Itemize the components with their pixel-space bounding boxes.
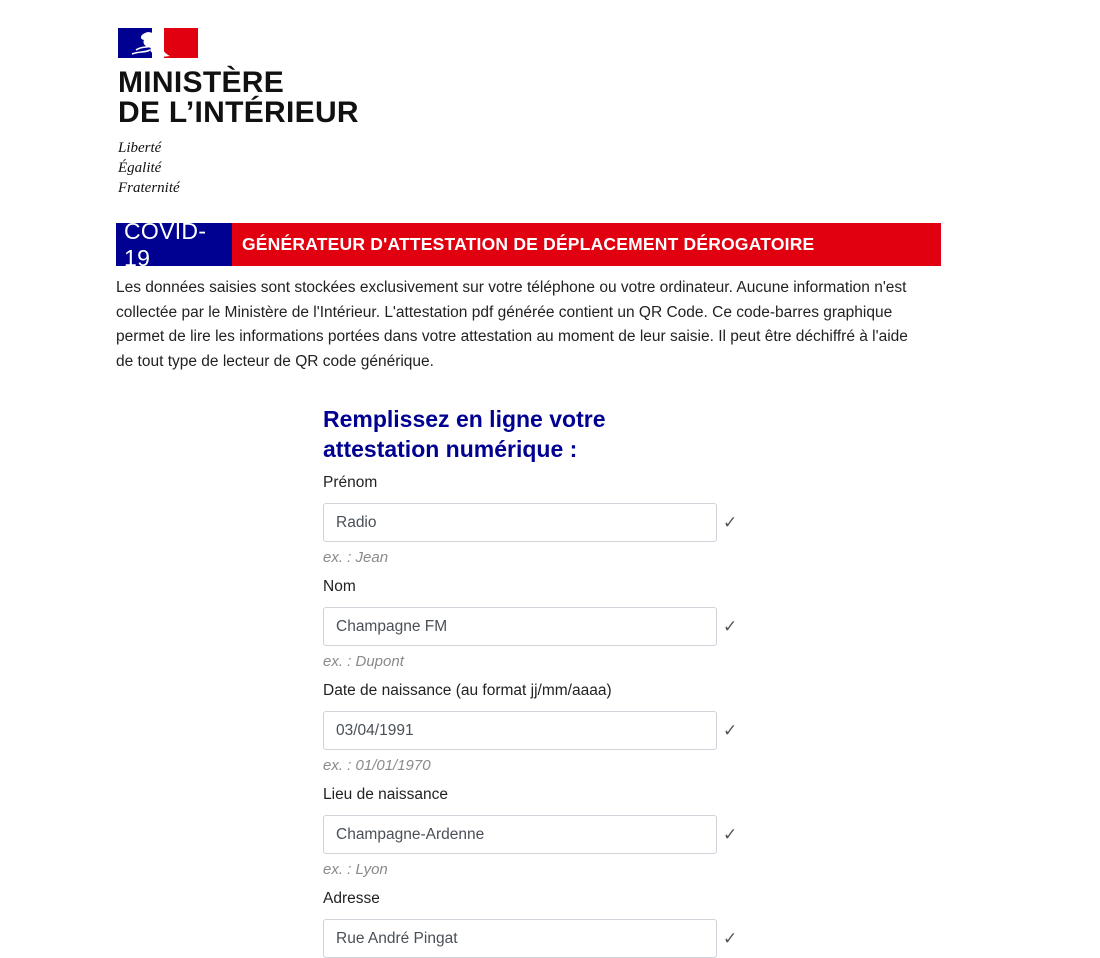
nom-input[interactable] bbox=[323, 607, 717, 646]
attestation-form bbox=[323, 404, 763, 958]
field-adresse bbox=[323, 889, 763, 958]
prenom-input[interactable] bbox=[323, 503, 717, 542]
ministry-logo bbox=[118, 28, 378, 198]
field-example: ex. : Lyon bbox=[323, 861, 388, 878]
field-nom bbox=[323, 577, 763, 672]
lieu-naissance-input[interactable] bbox=[323, 815, 717, 854]
checkmark-icon: ✓ bbox=[723, 512, 738, 532]
republic-motto bbox=[118, 138, 378, 198]
field-prenom bbox=[323, 473, 763, 568]
privacy-notice: Les données saisies sont stockées exclusivement sur votre téléphone ou votre ordinateur. Aucune information n'est collectée par le Ministère de l'Intérieur. L'attestation pdf générée contient un QR Code. Ce code-barres graphique permet de lire les informations portées dans votre attestation au moment de leur saisie. Il peut être déchiffré à l'aide de tout type de lecteur de QR code générique. bbox=[116, 279, 908, 370]
ministry-name bbox=[118, 68, 378, 128]
marianne-flag-icon bbox=[118, 28, 198, 58]
field-label: Prénom bbox=[323, 474, 378, 491]
adresse-input[interactable] bbox=[323, 919, 717, 958]
page-title: GÉNÉRATEUR D'ATTESTATION DE DÉPLACEMENT DÉROGATOIRE bbox=[232, 223, 941, 266]
field-date-naissance bbox=[323, 681, 763, 776]
field-label: Adresse bbox=[323, 890, 380, 907]
ministry-name-line2: DE L’INTÉRIEUR bbox=[118, 96, 359, 129]
field-label: Lieu de naissance bbox=[323, 786, 448, 803]
motto-fraternite: Fraternité bbox=[118, 180, 180, 196]
field-example: ex. : Dupont bbox=[323, 653, 404, 670]
checkmark-icon: ✓ bbox=[723, 824, 738, 844]
checkmark-icon: ✓ bbox=[723, 616, 738, 636]
motto-egalite: Égalité bbox=[118, 160, 162, 176]
ministry-name-line1: MINISTÈRE bbox=[118, 66, 285, 99]
banner-covid-label: COVID-19 bbox=[116, 223, 232, 266]
checkmark-icon: ✓ bbox=[723, 928, 738, 948]
field-label: Date de naissance (au format jj/mm/aaaa) bbox=[323, 682, 612, 699]
field-example: ex. : Jean bbox=[323, 549, 389, 566]
field-example: ex. : 01/01/1970 bbox=[323, 757, 431, 774]
checkmark-icon: ✓ bbox=[723, 720, 738, 740]
date-naissance-input[interactable] bbox=[323, 711, 717, 750]
form-title: Remplissez en ligne votre attestation numérique : bbox=[323, 406, 606, 462]
page-banner bbox=[116, 217, 941, 271]
motto-liberte: Liberté bbox=[118, 140, 162, 156]
field-label: Nom bbox=[323, 578, 356, 595]
field-lieu-naissance bbox=[323, 785, 763, 880]
